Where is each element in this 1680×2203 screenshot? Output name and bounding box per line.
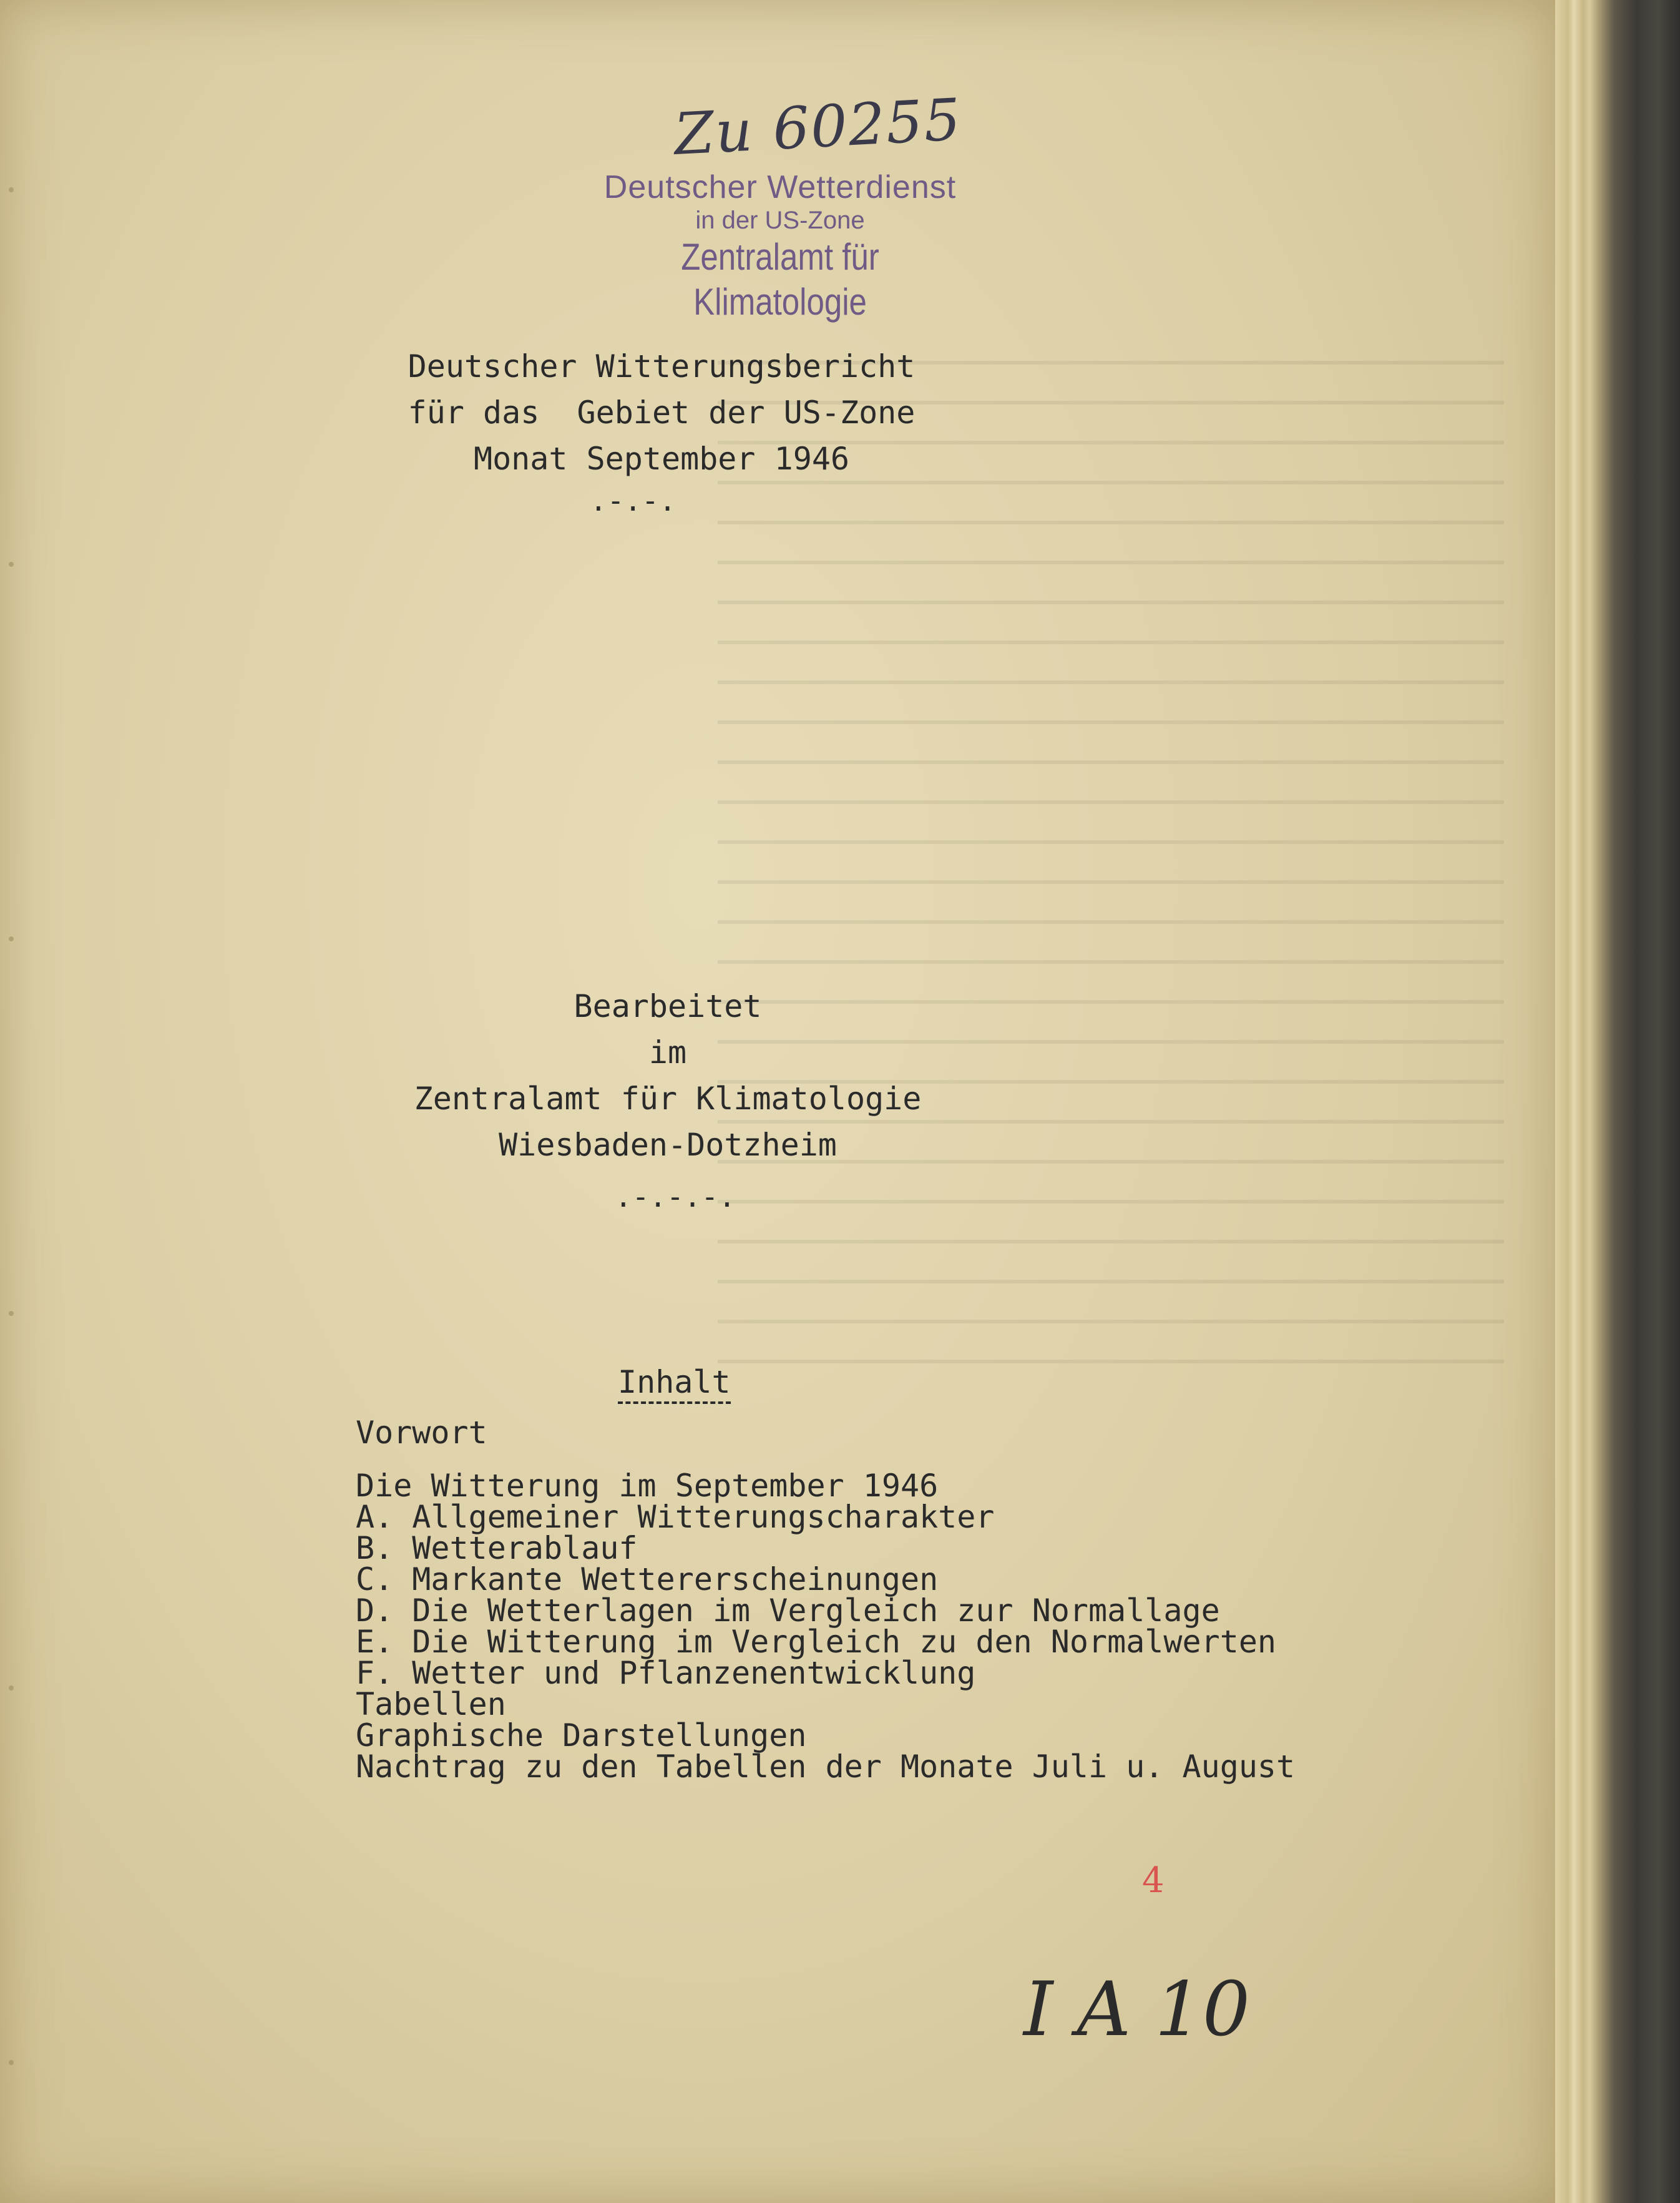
contents-item: Graphische Darstellungen [356,1717,807,1754]
handwritten-reference-number: Zu 60255 [672,86,964,168]
show-through-text [718,337,1504,1398]
table-of-contents [356,1415,1296,1785]
stamp-line-3: Zentralamt für Klimatologie [681,236,879,323]
contents-item: C. Markante Wettererscheinungen [356,1561,939,1597]
contents-item: Nachtrag zu den Tabellen der Monate Juli u. August [356,1749,1296,1785]
contents-item: A. Allgemeiner Witterungscharakter [356,1499,995,1535]
contents-item: Tabellen [356,1686,506,1722]
handwritten-shelf-mark: I A 10 [1023,1966,1251,2053]
editor-separator: .-.-.-. [615,1180,736,1214]
editor-block [325,983,1011,1168]
book-binding-edge [1555,0,1680,2203]
editor-line-4: Wiesbaden-Dotzheim [499,1127,837,1163]
title-line-3: Monat September 1946 [473,441,850,477]
report-title [349,343,974,482]
contents-heading: Inhalt [618,1364,731,1404]
stamp-line-2: in der US-Zone [695,207,865,234]
stamp-line-1: Deutscher Wetterdienst [603,169,957,205]
contents-item: F. Wetter und Pflanzenentwicklung [356,1655,976,1691]
title-line-2: für das Gebiet der US-Zone [408,395,916,431]
contents-item: D. Die Wetterlagen im Vergleich zur Normallage [356,1592,1220,1629]
contents-item: E. Die Witterung im Vergleich zu den Normalwerten [356,1624,1277,1660]
editor-line-2: im [648,1034,687,1071]
title-separator: .-.-. [590,484,676,518]
contents-item: B. Wetterablauf [356,1530,638,1566]
title-line-1: Deutscher Witterungsbericht [408,348,916,385]
editor-line-1: Bearbeitet [574,988,762,1024]
binding-edge [6,0,19,2203]
contents-preface: Vorwort [356,1415,487,1451]
red-pencil-mark: 4 [1142,1860,1165,1901]
editor-line-3: Zentralamt für Klimatologie [414,1081,922,1117]
institution-stamp [562,169,999,325]
contents-item: Die Witterung im September 1946 [356,1468,939,1504]
